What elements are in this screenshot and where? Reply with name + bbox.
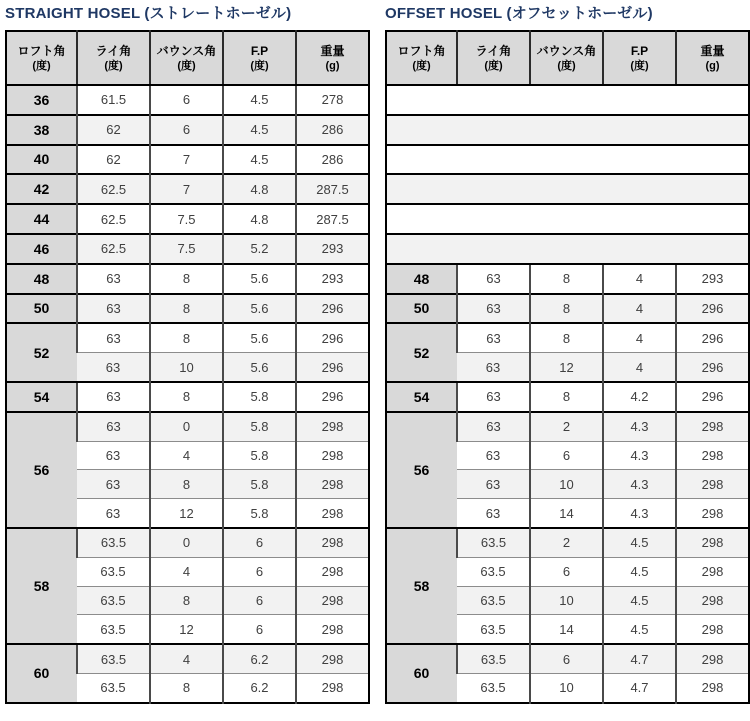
header-row — [6, 31, 369, 85]
spec-value-cell: 8 — [150, 382, 223, 412]
spec-value-cell: 7.5 — [150, 204, 223, 234]
spec-value-cell: 63 — [457, 470, 530, 499]
loft-angle-cell: 58 — [386, 528, 457, 644]
spec-value-cell: 63 — [77, 323, 150, 352]
offset-hosel-table — [385, 30, 750, 704]
spec-value-cell: 62 — [77, 145, 150, 175]
table-row — [386, 412, 749, 441]
spec-value-cell: 298 — [676, 615, 749, 644]
spec-value-cell: 63 — [457, 412, 530, 441]
spec-value-cell: 4 — [603, 353, 676, 382]
spec-value-cell: 2 — [530, 412, 603, 441]
empty-cell — [386, 234, 749, 264]
spec-value-cell: 63.5 — [77, 557, 150, 586]
spec-value-cell: 63.5 — [77, 586, 150, 615]
spec-value-cell: 63 — [77, 441, 150, 470]
empty-row — [386, 85, 749, 115]
spec-value-cell: 278 — [296, 85, 369, 115]
empty-row — [386, 145, 749, 175]
empty-row — [386, 115, 749, 145]
spec-value-cell: 6 — [150, 85, 223, 115]
empty-cell — [386, 145, 749, 175]
spec-value-cell: 298 — [676, 586, 749, 615]
spec-value-cell: 8 — [150, 264, 223, 294]
spec-value-cell: 2 — [530, 528, 603, 557]
table-row — [6, 323, 369, 352]
spec-value-cell: 62.5 — [77, 204, 150, 234]
spec-value-cell: 293 — [296, 264, 369, 294]
table-row — [386, 294, 749, 324]
spec-value-cell: 6 — [530, 441, 603, 470]
empty-row — [386, 174, 749, 204]
loft-angle-cell: 58 — [6, 528, 77, 644]
spec-value-cell: 8 — [150, 323, 223, 352]
spec-value-cell: 7.5 — [150, 234, 223, 264]
column-header-label: ライ角 — [475, 43, 512, 58]
column-header — [150, 31, 223, 85]
spec-value-cell: 296 — [296, 294, 369, 324]
spec-value-cell: 63.5 — [457, 644, 530, 673]
spec-value-cell: 4.7 — [603, 644, 676, 673]
spec-value-cell: 63.5 — [457, 557, 530, 586]
loft-angle-cell: 40 — [6, 145, 77, 175]
straight-hosel-title: STRAIGHT HOSEL (ストレートホーゼル) — [5, 5, 292, 22]
table-row — [6, 528, 369, 557]
spec-value-cell: 63.5 — [457, 673, 530, 702]
spec-value-cell: 6 — [530, 557, 603, 586]
table-row — [386, 264, 749, 294]
spec-value-cell: 298 — [676, 557, 749, 586]
spec-value-cell: 6 — [223, 586, 296, 615]
spec-value-cell: 63 — [457, 441, 530, 470]
spec-value-cell: 5.6 — [223, 323, 296, 352]
table-row — [386, 644, 749, 673]
column-header-label: ロフト角 — [17, 43, 66, 58]
spec-value-cell: 8 — [150, 294, 223, 324]
spec-value-cell: 5.8 — [223, 382, 296, 412]
straight-hosel-panel — [5, 3, 368, 704]
loft-angle-cell: 56 — [386, 412, 457, 528]
spec-value-cell: 8 — [530, 382, 603, 412]
table-row — [6, 644, 369, 673]
column-header-unit: (度) — [630, 59, 649, 72]
table-row — [6, 412, 369, 441]
spec-value-cell: 63 — [457, 499, 530, 528]
spec-value-cell: 298 — [296, 615, 369, 644]
column-header-label: F.P — [250, 43, 269, 58]
spec-value-cell: 4.5 — [603, 528, 676, 557]
spec-value-cell: 63.5 — [457, 586, 530, 615]
column-header — [6, 31, 77, 85]
loft-angle-cell: 56 — [6, 412, 77, 528]
offset-hosel-panel — [385, 3, 748, 704]
spec-value-cell: 0 — [150, 412, 223, 441]
column-header-unit: (度) — [104, 59, 123, 72]
spec-value-cell: 5.6 — [223, 353, 296, 382]
empty-row — [386, 234, 749, 264]
spec-value-cell: 8 — [150, 673, 223, 702]
column-header — [77, 31, 150, 85]
table-row — [6, 234, 369, 264]
table-row — [6, 204, 369, 234]
spec-value-cell: 298 — [296, 470, 369, 499]
spec-value-cell: 6 — [150, 115, 223, 145]
spec-value-cell: 63 — [457, 353, 530, 382]
column-header — [457, 31, 530, 85]
spec-value-cell: 12 — [150, 615, 223, 644]
loft-angle-cell: 60 — [6, 644, 77, 703]
empty-cell — [386, 204, 749, 234]
straight-hosel-table — [5, 30, 370, 704]
spec-value-cell: 5.8 — [223, 470, 296, 499]
empty-cell — [386, 85, 749, 115]
column-header — [296, 31, 369, 85]
spec-value-cell: 298 — [676, 528, 749, 557]
spec-value-cell: 63 — [457, 382, 530, 412]
spec-value-cell: 298 — [676, 499, 749, 528]
spec-value-cell: 287.5 — [296, 204, 369, 234]
spec-value-cell: 5.6 — [223, 294, 296, 324]
spec-value-cell: 5.6 — [223, 264, 296, 294]
table-row — [386, 528, 749, 557]
spec-value-cell: 12 — [530, 353, 603, 382]
column-header — [386, 31, 457, 85]
offset-hosel-title: OFFSET HOSEL (オフセットホーゼル) — [385, 5, 653, 22]
column-header-label: F.P — [630, 43, 649, 58]
spec-value-cell: 8 — [150, 586, 223, 615]
spec-value-cell: 298 — [676, 441, 749, 470]
empty-row — [386, 204, 749, 234]
spec-value-cell: 293 — [676, 264, 749, 294]
spec-value-cell: 63.5 — [77, 615, 150, 644]
spec-value-cell: 6 — [223, 557, 296, 586]
spec-value-cell: 62 — [77, 115, 150, 145]
spec-value-cell: 63 — [77, 353, 150, 382]
spec-value-cell: 63.5 — [457, 528, 530, 557]
spec-value-cell: 4.2 — [603, 382, 676, 412]
column-header — [676, 31, 749, 85]
loft-angle-cell: 52 — [386, 323, 457, 382]
spec-value-cell: 63.5 — [77, 528, 150, 557]
spec-value-cell: 4.3 — [603, 412, 676, 441]
spec-value-cell: 63.5 — [77, 644, 150, 673]
spec-value-cell: 63 — [457, 264, 530, 294]
spec-value-cell: 293 — [296, 234, 369, 264]
spec-value-cell: 6.2 — [223, 644, 296, 673]
spec-value-cell: 296 — [676, 323, 749, 352]
loft-angle-cell: 54 — [386, 382, 457, 412]
spec-value-cell: 8 — [530, 294, 603, 324]
spec-value-cell: 63 — [77, 294, 150, 324]
column-header-unit: (度) — [32, 59, 51, 72]
table-row — [386, 323, 749, 352]
spec-value-cell: 4.5 — [223, 85, 296, 115]
spec-value-cell: 4.5 — [603, 615, 676, 644]
spec-value-cell: 4.5 — [223, 115, 296, 145]
column-header-label: 重量 — [320, 43, 345, 58]
spec-value-cell: 62.5 — [77, 234, 150, 264]
column-header-label: 重量 — [700, 43, 725, 58]
header-row — [386, 31, 749, 85]
table-row — [6, 85, 369, 115]
spec-value-cell: 296 — [676, 294, 749, 324]
offset-hosel-header-row — [386, 31, 749, 85]
empty-cell — [386, 115, 749, 145]
spec-value-cell: 4.8 — [223, 204, 296, 234]
column-header — [223, 31, 296, 85]
spec-value-cell: 5.8 — [223, 412, 296, 441]
spec-value-cell: 4 — [603, 323, 676, 352]
spec-value-cell: 4.5 — [223, 145, 296, 175]
offset-hosel-body — [386, 85, 749, 703]
column-header-unit: (g) — [325, 59, 340, 72]
spec-value-cell: 287.5 — [296, 174, 369, 204]
spec-value-cell: 298 — [676, 673, 749, 702]
spec-value-cell: 298 — [296, 499, 369, 528]
spec-value-cell: 63.5 — [77, 673, 150, 702]
spec-value-cell: 286 — [296, 145, 369, 175]
spec-value-cell: 4.5 — [603, 586, 676, 615]
table-row — [6, 145, 369, 175]
table-row — [6, 115, 369, 145]
loft-angle-cell: 46 — [6, 234, 77, 264]
spec-value-cell: 298 — [296, 441, 369, 470]
column-header-unit: (度) — [177, 59, 196, 72]
spec-value-cell: 6.2 — [223, 673, 296, 702]
spec-value-cell: 296 — [296, 323, 369, 352]
table-row — [6, 382, 369, 412]
spec-value-cell: 12 — [150, 499, 223, 528]
spec-value-cell: 4 — [150, 644, 223, 673]
spec-value-cell: 298 — [676, 412, 749, 441]
spec-value-cell: 298 — [676, 470, 749, 499]
spec-value-cell: 4 — [603, 294, 676, 324]
spec-value-cell: 296 — [296, 353, 369, 382]
column-header — [530, 31, 603, 85]
loft-angle-cell: 50 — [6, 294, 77, 324]
spec-value-cell: 298 — [676, 644, 749, 673]
spec-value-cell: 4 — [150, 441, 223, 470]
spec-value-cell: 10 — [150, 353, 223, 382]
spec-value-cell: 10 — [530, 470, 603, 499]
column-header-label: バウンス角 — [536, 43, 597, 58]
column-header-unit: (度) — [250, 59, 269, 72]
loft-angle-cell: 50 — [386, 294, 457, 324]
spec-value-cell: 296 — [676, 353, 749, 382]
loft-angle-cell: 48 — [6, 264, 77, 294]
spec-value-cell: 298 — [296, 412, 369, 441]
spec-value-cell: 63 — [457, 294, 530, 324]
table-row — [6, 264, 369, 294]
spec-value-cell: 298 — [296, 528, 369, 557]
spec-value-cell: 4.7 — [603, 673, 676, 702]
spec-value-cell: 6 — [530, 644, 603, 673]
loft-angle-cell: 38 — [6, 115, 77, 145]
spec-value-cell: 4.3 — [603, 470, 676, 499]
spec-value-cell: 4 — [603, 264, 676, 294]
spec-value-cell: 62.5 — [77, 174, 150, 204]
column-header-unit: (g) — [705, 59, 720, 72]
spec-value-cell: 296 — [296, 382, 369, 412]
column-header-unit: (度) — [484, 59, 503, 72]
spec-value-cell: 63 — [77, 412, 150, 441]
spec-value-cell: 4.5 — [603, 557, 676, 586]
straight-hosel-body — [6, 85, 369, 703]
spec-value-cell: 63.5 — [457, 615, 530, 644]
spec-value-cell: 4 — [150, 557, 223, 586]
spec-value-cell: 63 — [77, 264, 150, 294]
spec-value-cell: 63 — [457, 323, 530, 352]
column-header-unit: (度) — [412, 59, 431, 72]
empty-cell — [386, 174, 749, 204]
spec-value-cell: 7 — [150, 145, 223, 175]
spec-value-cell: 5.8 — [223, 441, 296, 470]
loft-angle-cell: 42 — [6, 174, 77, 204]
loft-angle-cell: 44 — [6, 204, 77, 234]
straight-hosel-header-row — [6, 31, 369, 85]
spec-value-cell: 6 — [223, 528, 296, 557]
spec-value-cell: 8 — [150, 470, 223, 499]
column-header-unit: (度) — [557, 59, 576, 72]
spec-value-cell: 5.8 — [223, 499, 296, 528]
table-row — [6, 294, 369, 324]
spec-value-cell: 6 — [223, 615, 296, 644]
spec-value-cell: 14 — [530, 499, 603, 528]
spec-value-cell: 5.2 — [223, 234, 296, 264]
spec-value-cell: 10 — [530, 673, 603, 702]
spec-value-cell: 63 — [77, 499, 150, 528]
column-header — [603, 31, 676, 85]
spec-value-cell: 4.3 — [603, 499, 676, 528]
spec-value-cell: 61.5 — [77, 85, 150, 115]
spec-value-cell: 0 — [150, 528, 223, 557]
spec-value-cell: 10 — [530, 586, 603, 615]
spec-value-cell: 8 — [530, 264, 603, 294]
spec-value-cell: 298 — [296, 644, 369, 673]
loft-angle-cell: 48 — [386, 264, 457, 294]
table-row — [386, 382, 749, 412]
spec-value-cell: 8 — [530, 323, 603, 352]
spec-value-cell: 296 — [676, 382, 749, 412]
spec-value-cell: 298 — [296, 673, 369, 702]
loft-angle-cell: 60 — [386, 644, 457, 703]
loft-angle-cell: 52 — [6, 323, 77, 382]
column-header-label: ロフト角 — [397, 43, 446, 58]
column-header-label: ライ角 — [95, 43, 132, 58]
spec-value-cell: 63 — [77, 470, 150, 499]
spec-value-cell: 286 — [296, 115, 369, 145]
spec-value-cell: 298 — [296, 557, 369, 586]
spec-value-cell: 298 — [296, 586, 369, 615]
spec-value-cell: 4.3 — [603, 441, 676, 470]
table-row — [6, 174, 369, 204]
spec-value-cell: 4.8 — [223, 174, 296, 204]
spec-value-cell: 7 — [150, 174, 223, 204]
column-header-label: バウンス角 — [156, 43, 217, 58]
spec-value-cell: 63 — [77, 382, 150, 412]
spec-value-cell: 14 — [530, 615, 603, 644]
loft-angle-cell: 54 — [6, 382, 77, 412]
loft-angle-cell: 36 — [6, 85, 77, 115]
